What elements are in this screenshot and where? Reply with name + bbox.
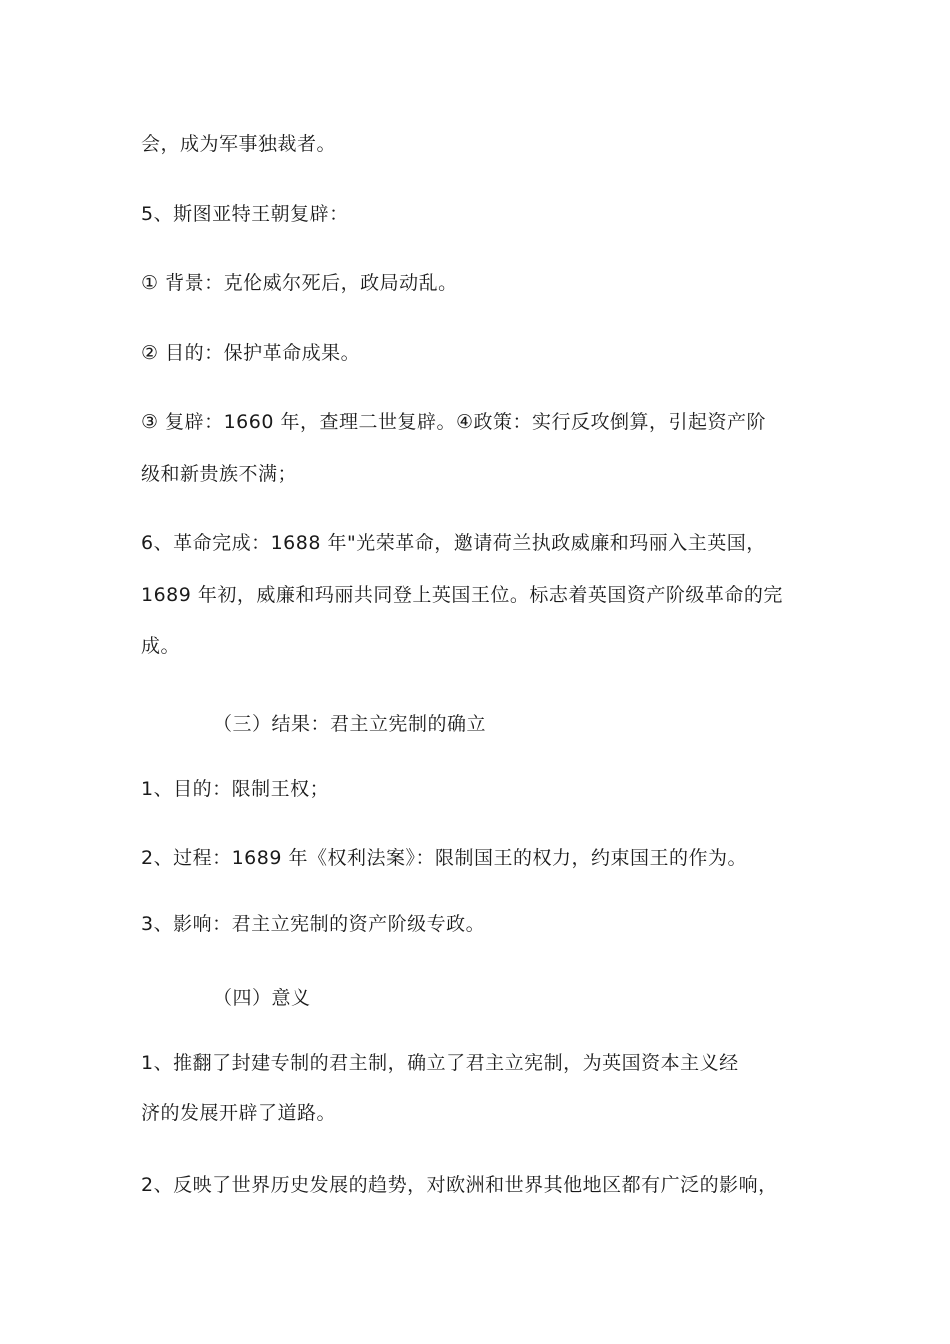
text-line: 1689 年初，威廉和玛丽共同登上英国王位。标志着英国资产阶级革命的完 bbox=[141, 584, 783, 606]
text-line: 级和新贵族不满； bbox=[141, 463, 298, 485]
text-line: 1、目的：限制王权； bbox=[141, 778, 330, 800]
text-line: 6、革命完成：1688 年"光荣革命，邀请荷兰执政威廉和玛丽入主英国， bbox=[141, 532, 766, 554]
text-line: 1、推翻了封建专制的君主制，确立了君主立宪制，为英国资本主义经 bbox=[141, 1052, 739, 1074]
text-line: 2、反映了世界历史发展的趋势，对欧洲和世界其他地区都有广泛的影响， bbox=[141, 1174, 778, 1196]
text-line: 济的发展开辟了道路。 bbox=[141, 1102, 337, 1124]
text-line: 会，成为军事独裁者。 bbox=[141, 133, 337, 155]
text-line: ① 背景：克伦威尔死后，政局动乱。 bbox=[141, 272, 458, 294]
text-line: 2、过程：1689 年《权利法案》：限制国王的权力，约束国王的作为。 bbox=[141, 847, 747, 869]
text-line: ③ 复辟：1660 年，查理二世复辟。④政策：实行反攻倒算，引起资产阶 bbox=[141, 411, 767, 433]
text-line: ② 目的：保护革命成果。 bbox=[141, 342, 361, 364]
text-line: 5、斯图亚特王朝复辟： bbox=[141, 203, 349, 225]
section-heading: （三）结果：君主立宪制的确立 bbox=[213, 713, 487, 735]
text-line: 3、影响：君主立宪制的资产阶级专政。 bbox=[141, 913, 486, 935]
text-line: 成。 bbox=[141, 635, 181, 657]
section-heading: （四）意义 bbox=[213, 987, 311, 1009]
